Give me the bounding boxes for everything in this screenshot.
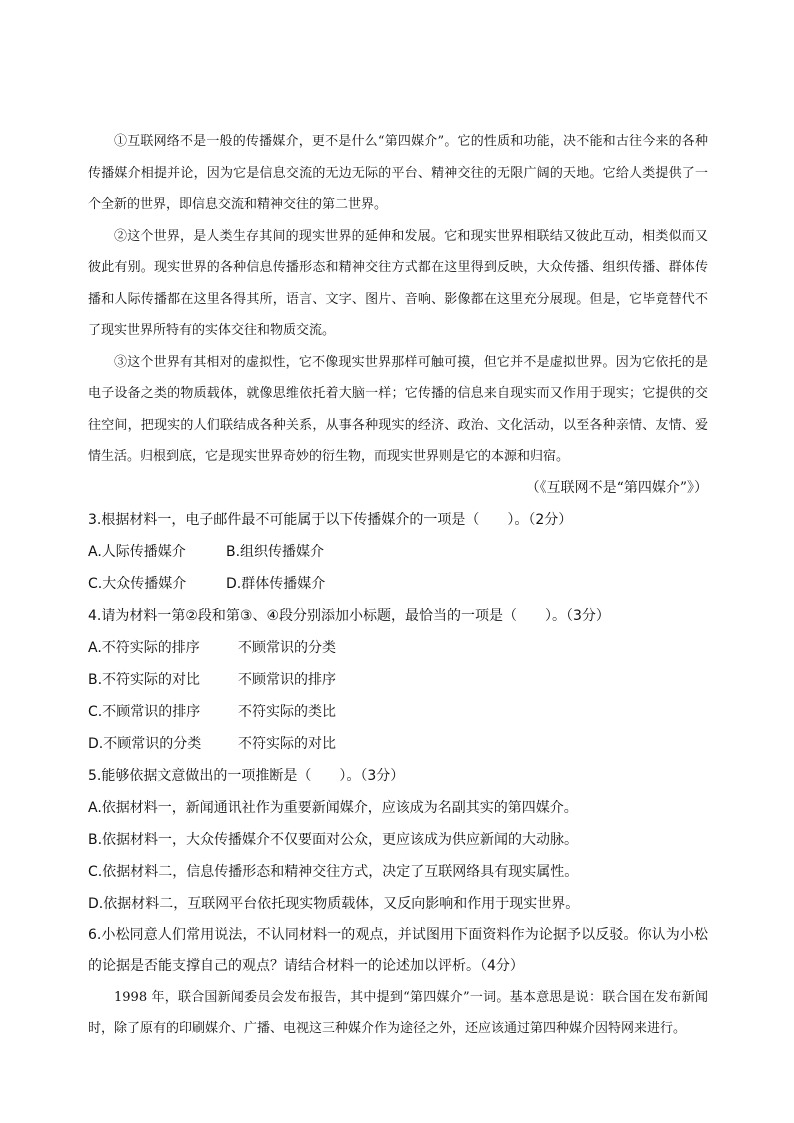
question-6-material: 1998 年，联合国新闻委员会发布报告，其中提到“第四媒介”一词。基本意思是说：联合国在发布新闻时，除了原有的印刷媒介、广播、电视这三种媒介作为途径之外，还应该通过第四种媒介因特网来进行。 — [88, 989, 708, 1036]
question-3-option-c: C.大众传播媒介 — [88, 575, 187, 592]
question-5-option-c: C.依据材料二，信息传播形态和精神交往方式，决定了互联网络具有现实属性。 — [88, 863, 579, 880]
question-5-option-d: D.依据材料二，互联网平台依托现实物质载体，又反向影响和作用于现实世界。 — [88, 895, 580, 912]
passage-paragraph-2: ②这个世界，是人类生存其间的现实世界的延伸和发展。它和现实世界相联结又彼此互动，相类似而又彼此有别。现实世界的各种信息传播形态和精神交往方式都在这里得到反映，大众传播、组织传播、群体传播和人际传播都在这里各得其所，语言、文字、图片、音响、影像都在这里充分展现。但是，它毕竟替代不了现实世界所特有的实体交往和物质交流。 — [88, 228, 708, 338]
question-4-option-d-left: D.不顾常识的分类 — [88, 735, 202, 752]
question-4-option-b-left: B.不符实际的对比 — [88, 671, 201, 688]
question-6 — [88, 920, 708, 1044]
question-5-stem: 5.能够依据文意做出的一项推断是（ ）。（3分） — [88, 767, 405, 784]
question-3-option-row-2 — [88, 568, 708, 600]
question-4-option-b — [88, 664, 708, 696]
question-3-option-b: B.组织传播媒介 — [226, 543, 325, 560]
question-3-option-a: A.人际传播媒介 — [88, 543, 186, 560]
passage-paragraph-1: ①互联网络不是一般的传播媒介，更不是什么“第四媒介”。它的性质和功能，决不能和古往今来的各种传播媒介相提并论，因为它是信息交流的无边无际的平台、精神交往的无限广阔的天地。它给人类提供了一个全新的世界，即信息交流和精神交往的第二世界。 — [88, 134, 708, 212]
question-6-stem: 6.小松同意人们常用说法，不认同材料一的观点，并试图用下面资料作为论据予以反驳。你认为小松的论据是否能支撑自己的观点？请结合材料一的论述加以评析。（4分） — [88, 926, 708, 974]
passage-paragraph-3: ③这个世界有其相对的虚拟性，它不像现实世界那样可触可摸，但它并不是虚拟世界。因为它依托的是电子设备之类的物质载体，就像思维依托着大脑一样；它传播的信息来自现实而又作用于现实；它提供的交往空间，把现实的人们联结成各种关系，从事各种现实的经济、政治、文化活动，以至各种亲情、友情、爱情生活。归根到底，它是现实世界奇妙的衍生物，而现实世界则是它的本源和归宿。 — [88, 354, 708, 464]
question-4-option-a-left: A.不符实际的排序 — [88, 639, 200, 656]
question-4-option-c — [88, 696, 708, 728]
question-4-option-c-left: C.不顾常识的排序 — [88, 703, 201, 720]
question-3-stem: 3.根据材料一，电子邮件最不可能属于以下传播媒介的一项是（ ）。（2分） — [88, 511, 573, 528]
question-3-option-d: D.群体传播媒介 — [226, 575, 326, 592]
passage-source: （《互联网不是“第四媒介”》） — [525, 479, 708, 496]
question-4-option-b-right: 不顾常识的排序 — [238, 671, 336, 688]
question-3-option-row-1 — [88, 536, 708, 568]
question-5 — [88, 760, 708, 920]
question-5-option-b: B.依据材料一，大众传播媒介不仅要面对公众，更应该成为供应新闻的大动脉。 — [88, 831, 579, 848]
question-4-option-a — [88, 632, 708, 664]
question-4-option-a-right: 不顾常识的分类 — [238, 639, 336, 656]
question-5-option-a: A.依据材料一，新闻通讯社作为重要新闻媒介，应该成为名副其实的第四媒介。 — [88, 799, 578, 816]
question-4-option-d-right: 不符实际的对比 — [238, 735, 336, 752]
question-4 — [88, 600, 708, 760]
question-4-option-d — [88, 728, 708, 760]
question-4-stem: 4.请为材料一第②段和第③、④段分别添加小标题，最恰当的一项是（ ）。（3分） — [88, 607, 610, 624]
question-4-option-c-right: 不符实际的类比 — [238, 703, 336, 720]
exam-page — [88, 126, 708, 1044]
question-3 — [88, 504, 708, 600]
